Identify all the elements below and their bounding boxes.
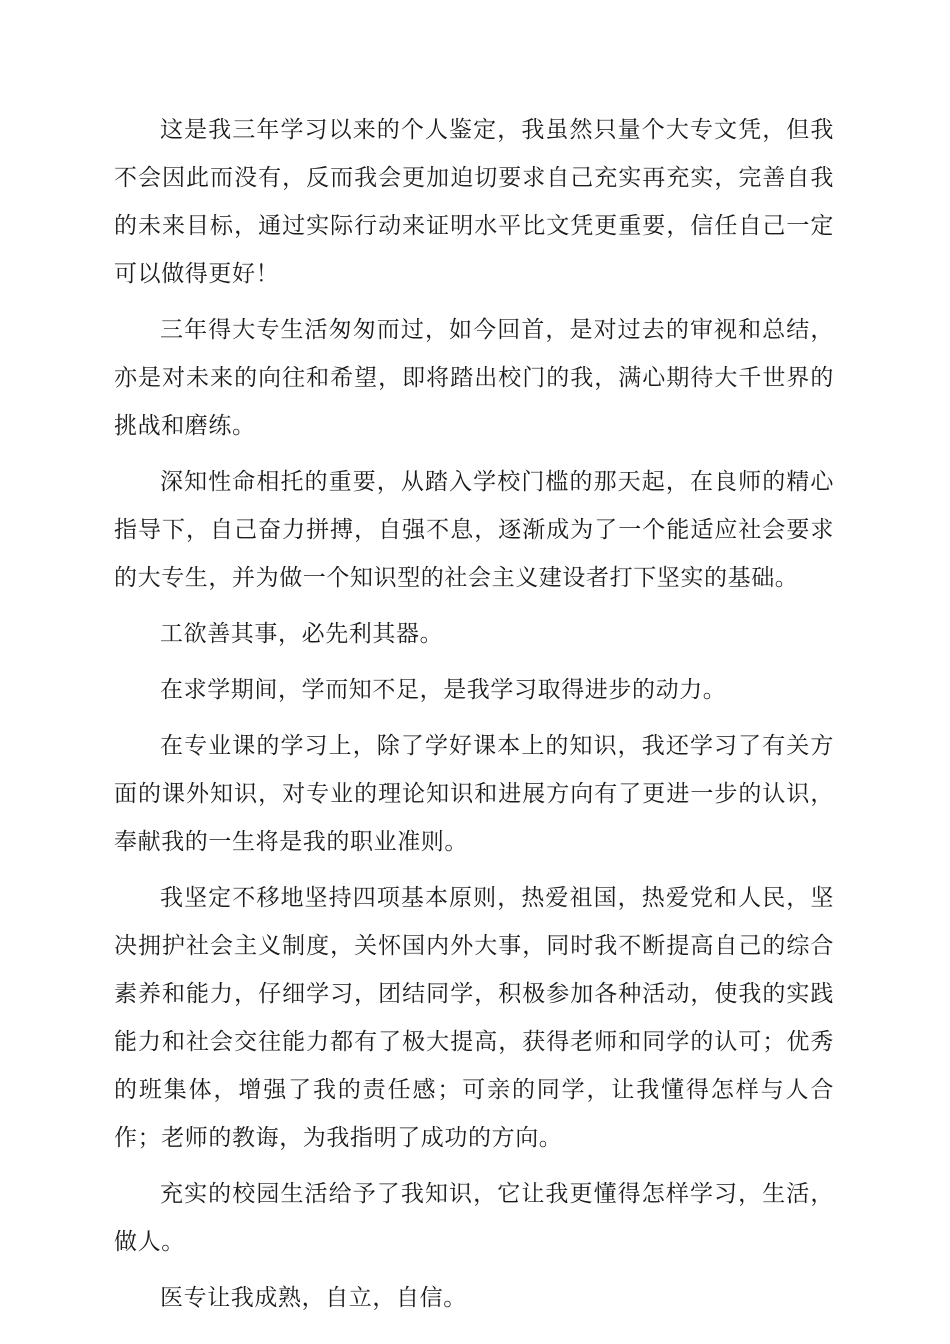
paragraph-3: 深知性命相托的重要，从踏入学校门槛的那天起，在良师的精心指导下，自己奋力拼搏，自强不息，逐渐成为了一个能适应社会要求的大专生，并为做一个知识型的社会主义建设者打下坚实的基础。 <box>114 469 834 591</box>
paragraph-5: 在求学期间，学而知不足，是我学习取得进步的动力。 <box>160 677 727 703</box>
document-body <box>114 106 834 1330</box>
paragraph-6: 在专业课的学习上，除了学好课本上的知识，我还学习了有关方面的课外知识，对专业的理论知识和进展方向有了更进一步的认识，奉献我的一生将是我的职业准则。 <box>114 733 834 855</box>
paragraph-4: 工欲善其事，必先利其器。 <box>160 621 444 647</box>
paragraph-9: 医专让我成熟，自立，自信。 <box>160 1285 467 1311</box>
paragraph-1: 这是我三年学习以来的个人鉴定，我虽然只量个大专文凭，但我不会因此而没有，反而我会更加迫切要求自己充实再充实，完善自我的未来目标，通过实际行动来证明水平比文凭更重要，信任自己一定可以做得更好！ <box>114 117 834 287</box>
paragraph-7: 我坚定不移地坚持四项基本原则，热爱祖国，热爱党和人民，坚决拥护社会主义制度，关怀国内外大事，同时我不断提高自己的综合素养和能力，仔细学习，团结同学，积极参加各种活动，使我的实践能力和社会交往能力都有了极大提高，获得老师和同学的认可；优秀的班集体，增强了我的责任感；可亲的同学，让我懂得怎样与人合作；老师的教诲，为我指明了成功的方向。 <box>114 885 834 1151</box>
paragraph-2: 三年得大专生活匆匆而过，如今回首，是对过去的审视和总结，亦是对未来的向往和希望，即将踏出校门的我，满心期待大千世界的挑战和磨练。 <box>114 317 834 439</box>
paragraph-8: 充实的校园生活给予了我知识，它让我更懂得怎样学习，生活，做人。 <box>114 1181 834 1255</box>
